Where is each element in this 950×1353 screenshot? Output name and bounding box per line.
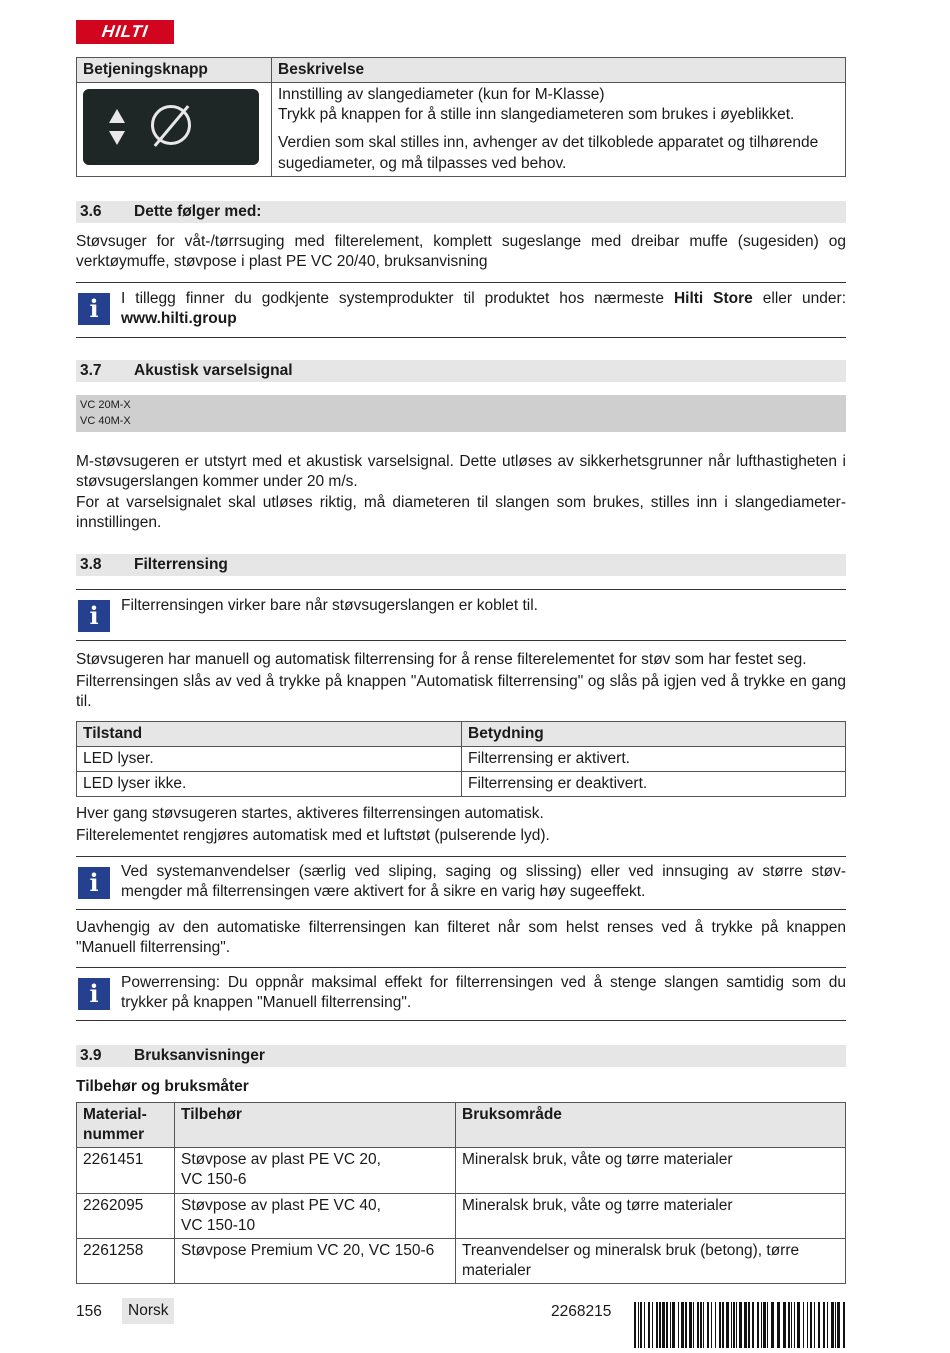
model-label: VC 20M-X (80, 399, 131, 411)
model-bar (76, 395, 846, 432)
barcode-icon (634, 1302, 846, 1348)
section-header-3-6: 3.6 Dette følger med: (76, 201, 846, 223)
diameter-symbol-icon (151, 105, 191, 145)
s36-text: Støvsuger for våt-/tørrsuging med filterelement, komplett sugeslange med dreibar muffe (sugesiden) og verktøymuffe, støvpose i plast PE VC 20/40, bruksanvisning (76, 233, 846, 271)
led-header-state: Tilstand (77, 722, 462, 747)
table-row: 2261258 Støvpose Premium VC 20, VC 150-6 Treanvendelser og mineralsk bruk (betong), tørre materialer (77, 1238, 846, 1283)
control-header-button: Betjeningsknapp (77, 58, 272, 83)
info-note-systemprodukter: i I tillegg finner du godkjente systemprodukter til produktet hos nærmeste Hilti Store eller under: www.hilti.group (76, 282, 846, 338)
acc-header-accessory: Tilbehør (175, 1103, 456, 1148)
s38-paragraph-3: Hver gang støvsugeren startes, aktiveres filterrensingen automatisk. (76, 805, 544, 822)
control-icon-cell (77, 83, 272, 177)
up-down-arrows-icon (109, 109, 125, 145)
control-table (76, 57, 846, 177)
section-header-3-9: 3.9 Bruksanvisninger (76, 1045, 846, 1067)
table-row: 2261451 Støvpose av plast PE VC 20, VC 150-6 Mineralsk bruk, våte og tørre materialer (77, 1148, 846, 1193)
table-row: LED lyser ikke. Filterrensing er deaktivert. (77, 772, 846, 797)
s37-paragraph-1: M-støvsugeren er utstyrt med et akustisk varselsignal. Dette utløses av sikkerhetsgrunner når lufthastigheten i støvsugerslangen kommer under 20 m/s. (76, 453, 846, 491)
section-header-3-8: 3.8 Filterrensing (76, 554, 846, 576)
document-code: 2268215 (551, 1303, 612, 1320)
control-description-cell (272, 83, 846, 177)
acc-header-usage: Bruksområde (456, 1103, 846, 1148)
model-label: VC 40M-X (80, 415, 131, 427)
accessories-subtitle: Tilbehør og bruksmåter (76, 1078, 249, 1095)
info-icon: i (78, 867, 110, 899)
info-note-filter-hose: i Filterrensingen virker bare når støvsugerslangen er koblet til. (76, 589, 846, 641)
hilti-link[interactable]: www.hilti.group (121, 310, 237, 328)
info-note-powerrensing: i Powerrensing: Du oppnår maksimal effekt for filterrensingen ved å stenge slangen samtidig som du trykker på knappen "Manuell filterrensing". (76, 967, 846, 1021)
control-desc-line3: Verdien som skal stilles inn, avhenger av det tilkoblede apparatet og tilhørende sugediameter, og må tilpasses ved behov. (278, 134, 819, 172)
table-row: LED lyser. Filterrensing er aktivert. (77, 747, 846, 772)
language-label: Norsk (122, 1298, 174, 1324)
s38-paragraph-2: Filterrensingen slås av ved å trykke på knappen "Automatisk filterrensing" og slås på igjen ved å trykke en gang til. (76, 673, 846, 711)
control-header-description: Beskrivelse (272, 58, 846, 83)
s38-paragraph-5: Uavhengig av den automatiske filterrensingen kan filteret når som helst renses ved å trykke på knappen "Manuell filterrensing". (76, 919, 846, 957)
page-number: 156 (76, 1303, 102, 1320)
info-icon: i (78, 600, 110, 632)
led-header-meaning: Betydning (462, 722, 846, 747)
hose-diameter-selector-icon (83, 89, 259, 165)
hilti-logo: HILTI (76, 20, 174, 44)
control-desc-line2: Trykk på knappen for å stille inn slangediameteren som brukes i øyeblikket. (278, 106, 795, 124)
s37-paragraph-2: For at varselsignalet skal utløses riktig, må diameteren til slangen som brukes, stilles inn i slangediameter-innstillingen. (76, 494, 846, 532)
info-note-system-use: i Ved systemanvendelser (særlig ved sliping, saging og slissing) eller ved innsuging av større støv-mengder må filterrensingen være aktivert for å sikre en varig høy sugeeffekt. (76, 856, 846, 910)
info-icon: i (78, 293, 110, 325)
control-desc-line1: Innstilling av slangediameter (kun for M-Klasse) (278, 86, 605, 104)
section-header-3-7: 3.7 Akustisk varselsignal (76, 360, 846, 382)
info-icon: i (78, 978, 110, 1010)
s38-paragraph-1: Støvsugeren har manuell og automatisk filterrensing for å rense filterelementet for støv som har festet seg. (76, 651, 807, 668)
led-status-table (76, 721, 846, 797)
s38-paragraph-4: Filterelementet rengjøres automatisk med et luftstøt (pulserende lyd). (76, 827, 550, 844)
accessories-table (76, 1102, 846, 1284)
table-row: 2262095 Støvpose av plast PE VC 40, VC 150-10 Mineralsk bruk, våte og tørre materialer (77, 1193, 846, 1238)
acc-header-material: Material- nummer (77, 1103, 175, 1148)
